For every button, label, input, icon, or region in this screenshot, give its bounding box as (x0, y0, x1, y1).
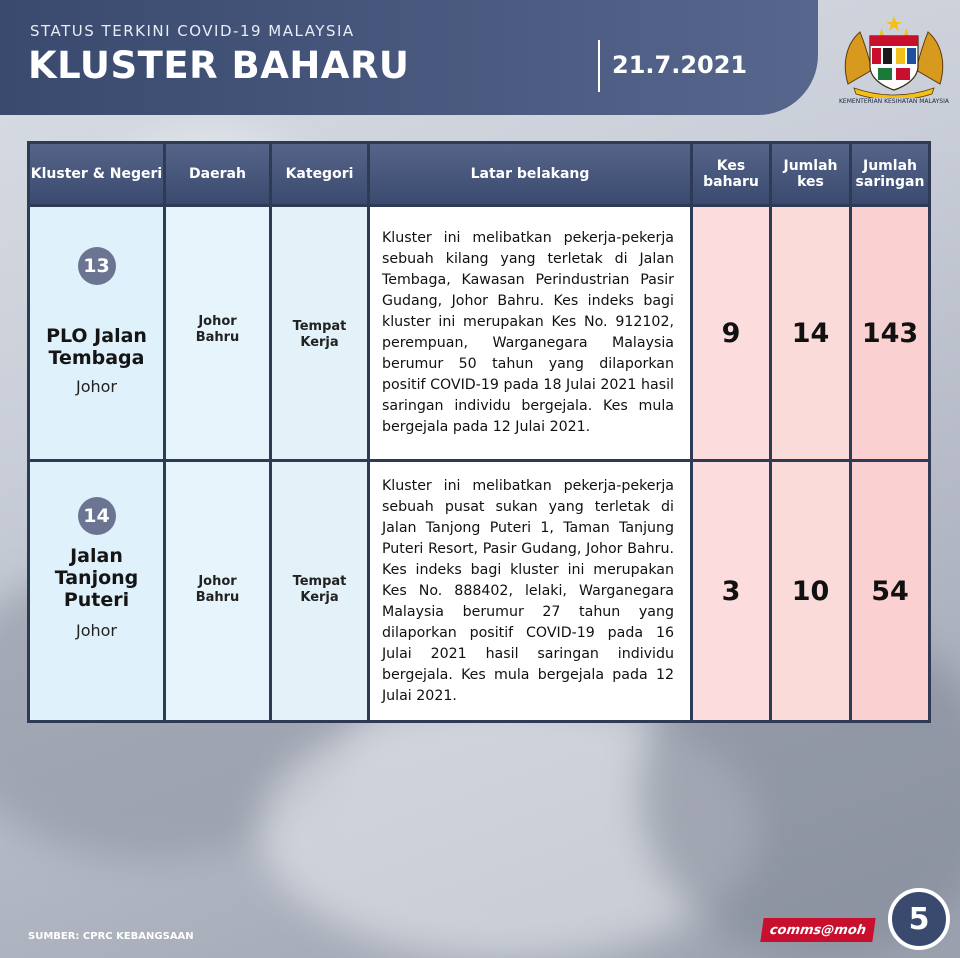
source-text: SUMBER: CPRC KEBANGSAAN (28, 931, 194, 942)
latar-text: Kluster ini melibatkan pekerja-pekerja sebuah kilang yang terletak di Jalan Tembaga, Kawasan Perindustrian Pasir Gudang, Johor Bahru. Kes indeks bagi kluster ini merupakan Kes No. 912102, perempuan, Warganegara Malaysia berumur 50 tahun yang dilaporkan positif COVID-19 pada 18 Julai 2021 hasil saringan individu bergejala. Kes mula bergejala pada 12 Julai 2021. (382, 230, 674, 435)
jumlah-kes-value: 14 (791, 317, 830, 349)
ministry-logo (838, 14, 950, 110)
page-title: KLUSTER BAHARU (28, 44, 410, 87)
header-cluster: Kluster & Negeri (30, 144, 163, 204)
table-row-13-kes-baharu (693, 207, 769, 459)
header-kes-baharu: Kes baharu (693, 144, 769, 204)
cluster-state: Johor (75, 376, 117, 396)
kategori-text: Tempat Kerja (292, 319, 347, 350)
daerah-text: Johor Bahru (195, 314, 240, 345)
header-divider (598, 40, 600, 92)
table-row-14-jumlah-saringan (852, 462, 928, 720)
header-kategori: Kategori (272, 144, 367, 204)
page-number: 5 (888, 888, 950, 950)
table-row-13-cluster (30, 207, 163, 459)
table-row-13-daerah (166, 207, 269, 459)
table-row-14-kes-baharu (693, 462, 769, 720)
cluster-name: Jalan Tanjong Puteri (54, 544, 139, 611)
table-row-13-jumlah-saringan (852, 207, 928, 459)
latar-text: Kluster ini melibatkan pekerja-pekerja sebuah pusat sukan yang terletak di Jalan Tanjong Puteri 1, Taman Tanjung Puteri Resort, Pasir Gudang, Johor Bahru. Kes indeks bagi kluster ini merupakan Kes No. 888402, lelaki, Warganegara Malaysia berumur 27 tahun yang dilaporkan positif COVID-19 pada 16 Julai 2021 hasil saringan individu bergejala. Kes mula bergejala pada 12 Julai 2021. (382, 477, 674, 704)
table-row-14-kategori (272, 462, 367, 720)
kategori-text: Tempat Kerja (292, 574, 347, 605)
brand-badge: comms@moh (760, 918, 875, 942)
table-row-13-kategori (272, 207, 367, 459)
cluster-number-badge: 14 (78, 497, 116, 535)
table-row-13-jumlah-kes (772, 207, 849, 459)
kes-baharu-value: 9 (721, 317, 741, 349)
header-jumlah-saringan: Jumlah saringan (852, 144, 928, 204)
header-latar: Latar belakang (370, 144, 690, 204)
cluster-name: PLO Jalan Tembaga (46, 324, 147, 369)
table-row-14-cluster (30, 462, 163, 720)
jumlah-saringan-value: 54 (871, 575, 909, 607)
coat-of-arms-icon (838, 14, 950, 98)
kes-baharu-value: 3 (721, 575, 741, 607)
header-daerah: Daerah (166, 144, 269, 204)
header-banner (0, 0, 818, 115)
jumlah-kes-value: 10 (791, 575, 830, 607)
cluster-table (27, 141, 931, 723)
jumlah-saringan-value: 143 (861, 317, 919, 349)
table-row-13-latar (370, 207, 690, 459)
cluster-state: Johor (75, 620, 117, 640)
daerah-text: Johor Bahru (195, 574, 240, 605)
header-jumlah-kes: Jumlah kes (772, 144, 849, 204)
logo-caption: KEMENTERIAN KESIHATAN MALAYSIA (839, 98, 949, 105)
table-row-14-latar (370, 462, 690, 720)
header-subtitle: STATUS TERKINI COVID-19 MALAYSIA (30, 22, 355, 40)
table-row-14-jumlah-kes (772, 462, 849, 720)
cluster-number-badge: 13 (78, 247, 116, 285)
header-date: 21.7.2021 (612, 51, 748, 79)
table-row-14-daerah (166, 462, 269, 720)
